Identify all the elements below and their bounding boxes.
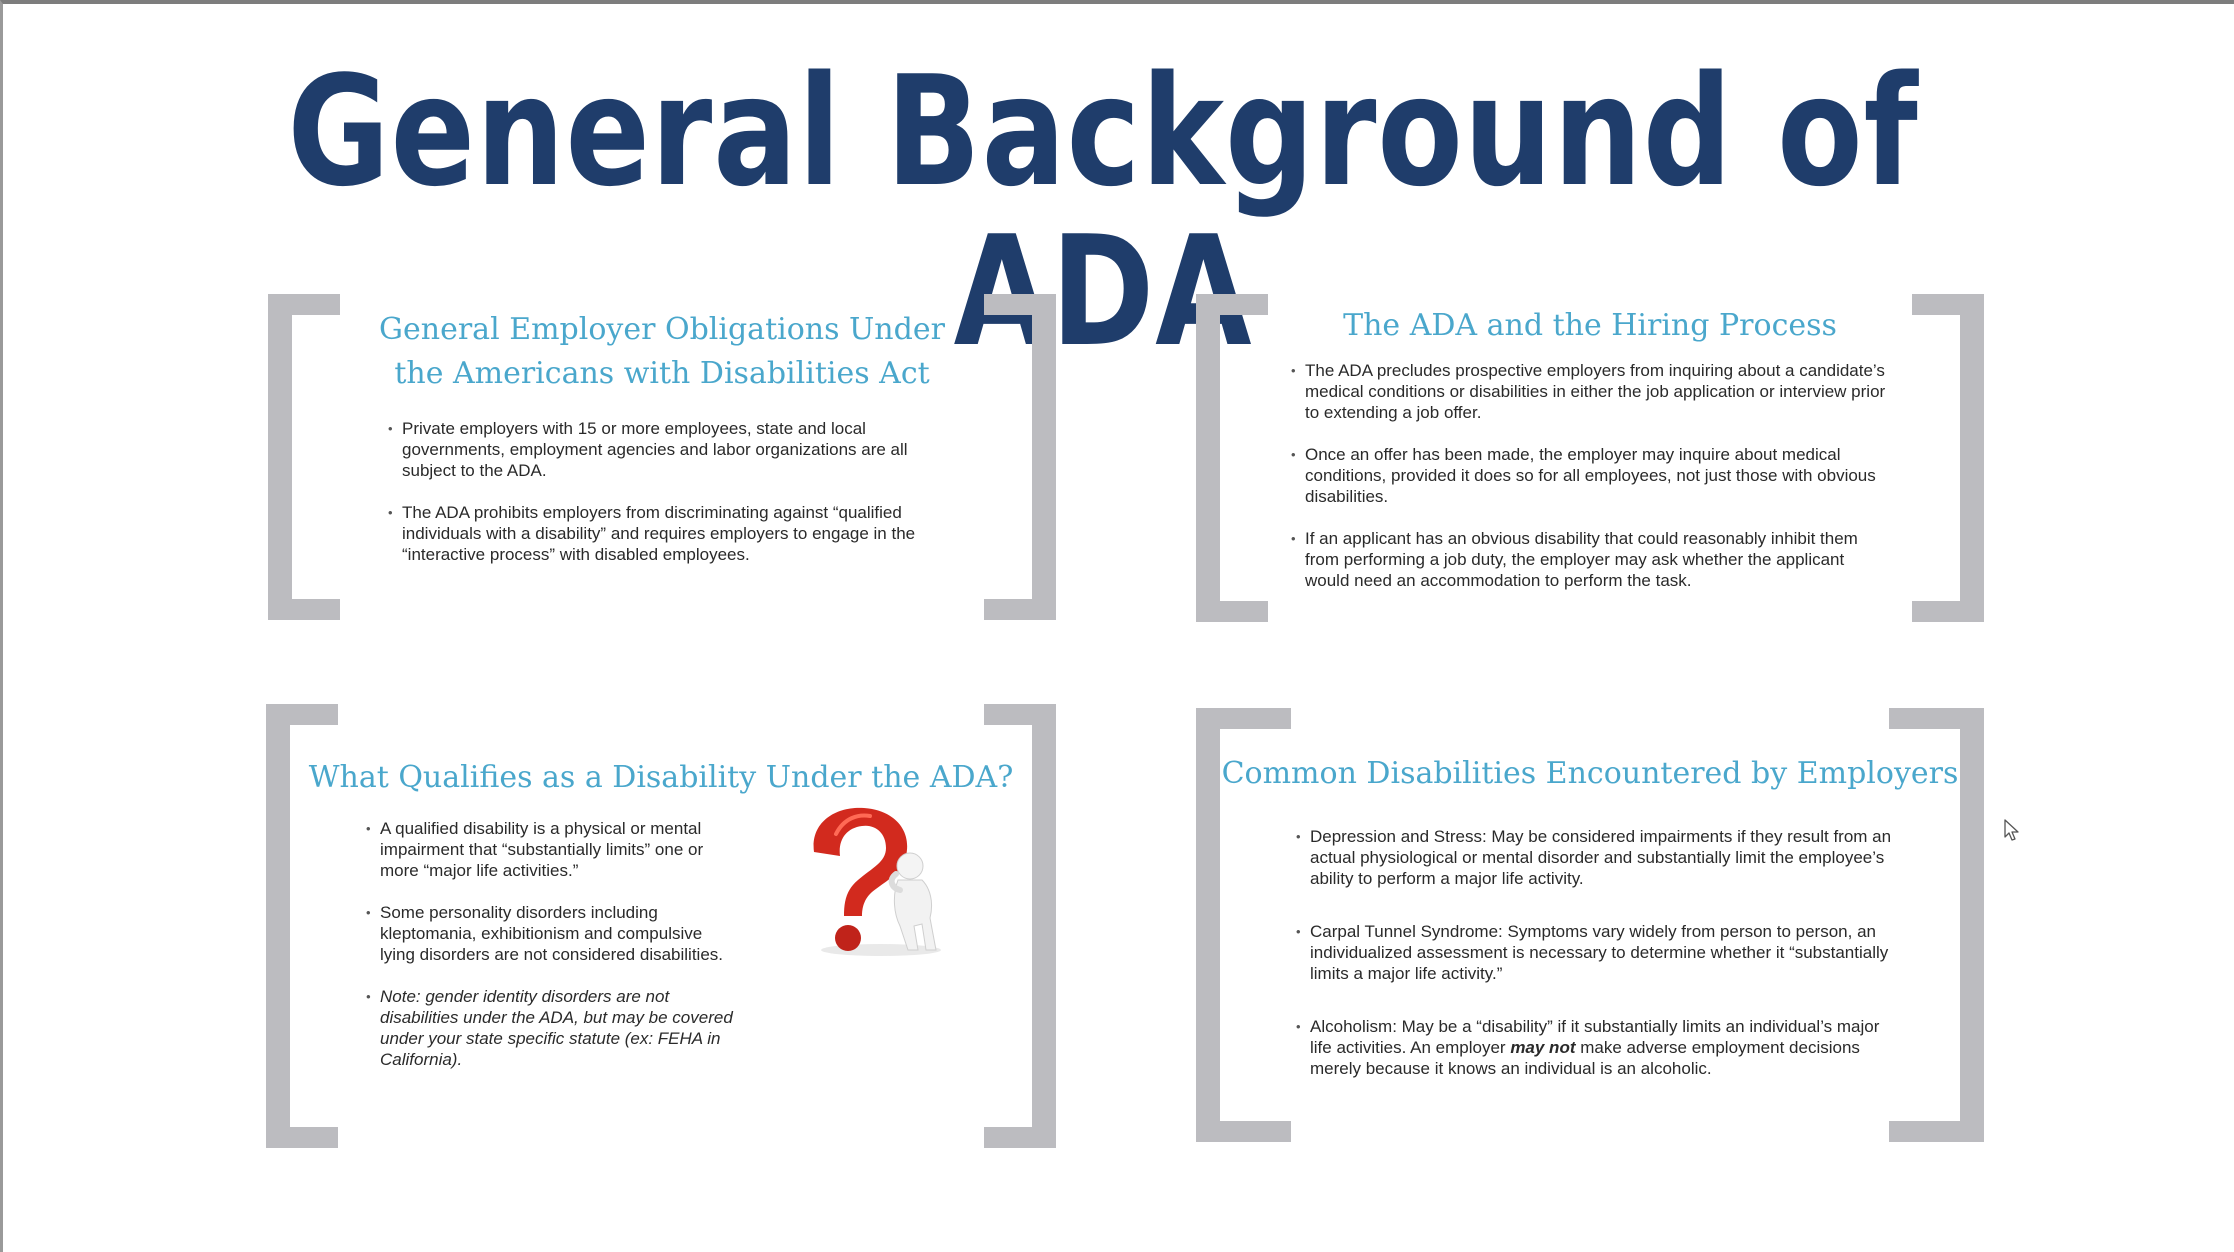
right-bracket bbox=[984, 294, 1056, 620]
mouse-pointer-icon bbox=[2004, 819, 2022, 843]
list-item: • A qualified disability is a physical or mental impairment that “substantially limits” one or more “major life activities.” bbox=[366, 818, 736, 881]
list-item: • Some personality disorders including kleptomania, exhibitionism and compulsive lying disorders are not considered disabilities. bbox=[366, 902, 736, 965]
panel-hiring-process bbox=[1196, 294, 1984, 622]
panel-title: The ADA and the Hiring Process bbox=[1343, 308, 1837, 343]
list-item: • Note: gender identity disorders are not disabilities under the ADA, but may be covered under your state specific statute (ex: FEHA in California). bbox=[366, 986, 736, 1070]
question-mark-figure-icon bbox=[796, 804, 946, 959]
list-item: • The ADA precludes prospective employers from inquiring about a candidate’s medical conditions or disabilities in either the job application or interview prior to extending a job offer. bbox=[1291, 360, 1891, 423]
list-item: • Depression and Stress: May be considered impairments if they result from an actual physiological or mental disorder and substantially limit the employee’s ability to perform a major life activity. bbox=[1296, 826, 1896, 889]
list-item: • The ADA prohibits employers from discriminating against “qualified individuals with a disability” and requires employers to engage in the “interactive process” with disabled employees. bbox=[388, 502, 928, 565]
bullet-list bbox=[1291, 360, 1891, 612]
list-item: • Once an offer has been made, the employer may inquire about medical conditions, provided it does so for all employees, not just those with obvious disabilities. bbox=[1291, 444, 1891, 507]
panel-title: General Employer Obligations Under the Americans with Disabilities Act bbox=[379, 312, 945, 391]
alcoholism-text: Alcoholism: May be a “disability” if it substantially limits an individual’s major life activities. An employer bbox=[1310, 1017, 1880, 1057]
bullet-list bbox=[1296, 826, 1896, 1100]
panel-what-qualifies bbox=[266, 704, 1056, 1148]
panel-title: Common Disabilities Encountered by Employers bbox=[1221, 756, 1959, 791]
bullet-list bbox=[366, 818, 736, 1091]
list-item: • Private employers with 15 or more employees, state and local governments, employment agencies and labor organizations are all subject to the ADA. bbox=[388, 418, 928, 481]
list-item bbox=[1296, 1016, 1896, 1079]
emphasis-text: may not bbox=[1510, 1038, 1576, 1057]
alcoholism-text-end: make adverse employment decisions merely because it knows an individual is an alcoholic. bbox=[1310, 1038, 1860, 1078]
slide-title: General Background of ADA bbox=[287, 43, 1919, 380]
panel-common-disabilities bbox=[1196, 708, 1984, 1142]
left-bracket bbox=[268, 294, 340, 620]
list-item: • Carpal Tunnel Syndrome: Symptoms vary widely from person to person, an individualized assessment is necessary to determine whether it “substantially limits a major life activity.” bbox=[1296, 921, 1896, 984]
panel-employer-obligations bbox=[268, 294, 1056, 620]
bullet-list bbox=[388, 418, 928, 586]
panel-title: What Qualifies as a Disability Under the ADA? bbox=[308, 760, 1014, 795]
list-item: • If an applicant has an obvious disability that could reasonably inhibit them from performing a job duty, the employer may ask whether the applicant would need an accommodation to perform the task. bbox=[1291, 528, 1891, 591]
